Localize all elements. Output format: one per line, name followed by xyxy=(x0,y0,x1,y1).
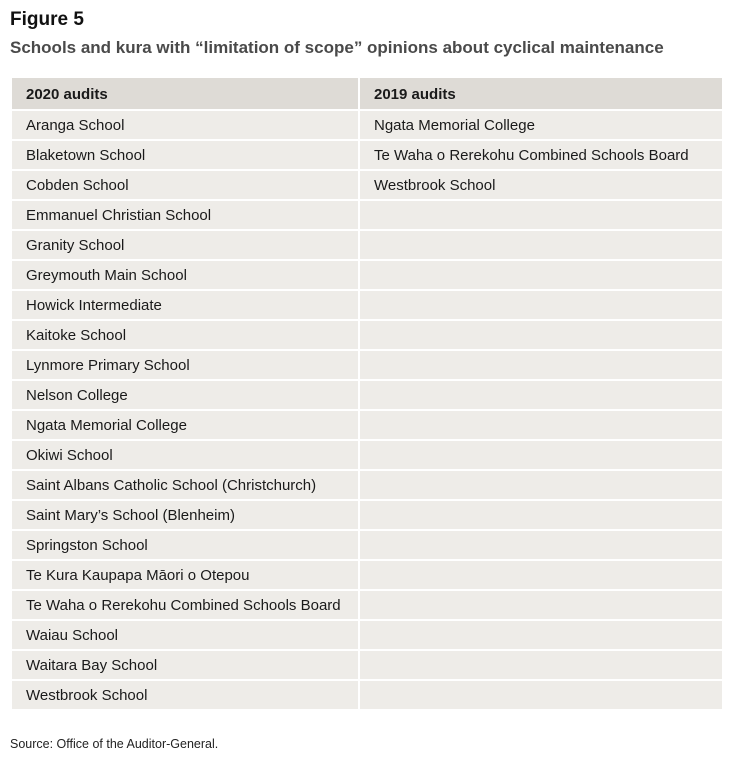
table-row xyxy=(11,650,723,680)
table-row xyxy=(11,410,723,440)
cell-2019-school xyxy=(359,260,723,290)
cell-2020-school: Howick Intermediate xyxy=(11,290,359,320)
cell-2020-school: Nelson College xyxy=(11,380,359,410)
table-row xyxy=(11,170,723,200)
cell-2019-school xyxy=(359,440,723,470)
table-body xyxy=(11,110,723,710)
table-row xyxy=(11,200,723,230)
cell-2020-school: Greymouth Main School xyxy=(11,260,359,290)
cell-2020-school: Springston School xyxy=(11,530,359,560)
table-row xyxy=(11,110,723,140)
figure-label: Figure 5 xyxy=(10,9,84,30)
cell-2019-school: Ngata Memorial College xyxy=(359,110,723,140)
cell-2019-school xyxy=(359,200,723,230)
cell-2019-school xyxy=(359,350,723,380)
table-row xyxy=(11,680,723,710)
figure-title: Schools and kura with “limitation of scope” opinions about cyclical maintenance xyxy=(10,38,664,57)
cell-2019-school xyxy=(359,590,723,620)
audits-table xyxy=(10,76,724,711)
cell-2019-school xyxy=(359,320,723,350)
cell-2020-school: Saint Albans Catholic School (Christchurch) xyxy=(11,470,359,500)
table-row xyxy=(11,140,723,170)
cell-2019-school xyxy=(359,680,723,710)
cell-2020-school: Lynmore Primary School xyxy=(11,350,359,380)
cell-2019-school xyxy=(359,380,723,410)
table-row xyxy=(11,290,723,320)
cell-2020-school: Cobden School xyxy=(11,170,359,200)
cell-2020-school: Westbrook School xyxy=(11,680,359,710)
table-row xyxy=(11,530,723,560)
cell-2019-school xyxy=(359,410,723,440)
cell-2019-school xyxy=(359,560,723,590)
cell-2019-school xyxy=(359,500,723,530)
table-row xyxy=(11,260,723,290)
cell-2020-school: Ngata Memorial College xyxy=(11,410,359,440)
table-row xyxy=(11,590,723,620)
cell-2020-school: Emmanuel Christian School xyxy=(11,200,359,230)
cell-2020-school: Aranga School xyxy=(11,110,359,140)
cell-2020-school: Kaitoke School xyxy=(11,320,359,350)
table-row xyxy=(11,440,723,470)
table-row xyxy=(11,350,723,380)
table-header-row xyxy=(11,77,723,110)
source-note: Source: Office of the Auditor-General. xyxy=(10,737,219,751)
table-row xyxy=(11,560,723,590)
cell-2020-school: Waitara Bay School xyxy=(11,650,359,680)
cell-2020-school: Granity School xyxy=(11,230,359,260)
header-2020-audits: 2020 audits xyxy=(11,77,359,110)
table-row xyxy=(11,380,723,410)
table-row xyxy=(11,320,723,350)
cell-2019-school xyxy=(359,650,723,680)
cell-2019-school xyxy=(359,620,723,650)
cell-2019-school: Westbrook School xyxy=(359,170,723,200)
cell-2020-school: Okiwi School xyxy=(11,440,359,470)
cell-2019-school xyxy=(359,230,723,260)
table-row xyxy=(11,620,723,650)
cell-2019-school xyxy=(359,470,723,500)
cell-2019-school xyxy=(359,290,723,320)
cell-2020-school: Saint Mary’s School (Blenheim) xyxy=(11,500,359,530)
cell-2020-school: Te Waha o Rerekohu Combined Schools Board xyxy=(11,590,359,620)
cell-2020-school: Te Kura Kaupapa Māori o Otepou xyxy=(11,560,359,590)
cell-2020-school: Waiau School xyxy=(11,620,359,650)
cell-2019-school: Te Waha o Rerekohu Combined Schools Board xyxy=(359,140,723,170)
table-row xyxy=(11,470,723,500)
cell-2020-school: Blaketown School xyxy=(11,140,359,170)
table-row xyxy=(11,230,723,260)
table-row xyxy=(11,500,723,530)
header-2019-audits: 2019 audits xyxy=(359,77,723,110)
cell-2019-school xyxy=(359,530,723,560)
